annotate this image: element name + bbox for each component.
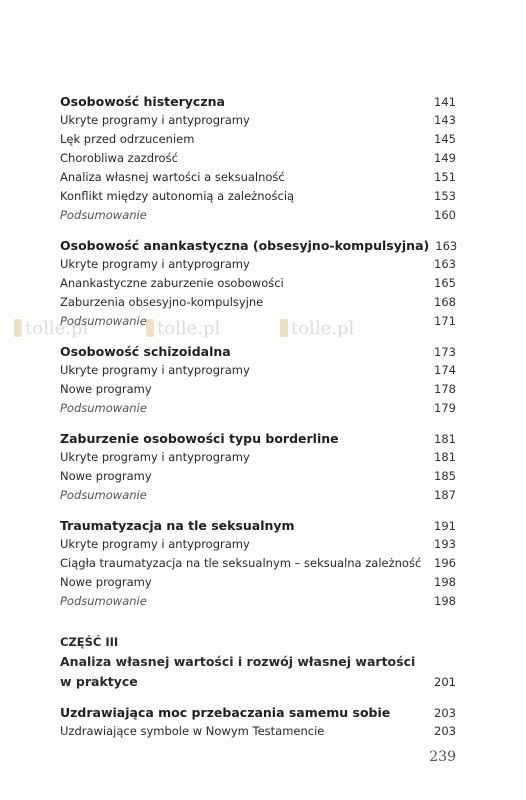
entry-title: Analiza własnej wartości a seksualność [60, 170, 285, 184]
entry-title: Podsumowanie [60, 314, 147, 328]
page-ref: 163 [435, 239, 458, 253]
section-title: Osobowość histeryczna [60, 94, 225, 109]
toc-entry[interactable] [60, 573, 456, 592]
page-ref: 174 [434, 363, 456, 377]
section-title: Osobowość anankastyczna (obsesyjno-kompulsyjna) [60, 238, 430, 253]
entry-title: Podsumowanie [60, 401, 147, 415]
page-ref: 173 [434, 345, 456, 359]
entry-title: Anankastyczne zaburzenie osobowości [60, 276, 284, 290]
toc-section-heading[interactable] [60, 342, 456, 361]
entry-title: Nowe programy [60, 575, 152, 589]
page-ref: 160 [434, 208, 456, 222]
entry-title: Nowe programy [60, 469, 152, 483]
toc-section-heading[interactable] [60, 703, 456, 722]
toc-entry-summary[interactable] [60, 486, 456, 505]
watermark-text: tolle.pl [146, 318, 220, 339]
page-ref: 145 [434, 132, 456, 146]
entry-title: Ukryte programy i antyprogramy [60, 450, 250, 464]
toc-section-heading[interactable] [60, 92, 456, 111]
page-ref: 163 [434, 257, 456, 271]
page-ref: 193 [434, 537, 456, 551]
section-title: Traumatyzacja na tle seksualnym [60, 518, 295, 533]
entry-title: Chorobliwa zazdrość [60, 151, 178, 165]
entry-title: Podsumowanie [60, 594, 147, 608]
page-number: 239 [429, 749, 456, 765]
entry-title: Ciągła traumatyzacja na tle seksualnym – seksualna zależność [60, 556, 422, 570]
page-ref: 171 [434, 314, 456, 328]
page-ref: 198 [434, 594, 456, 608]
toc-entry-summary[interactable] [60, 592, 456, 611]
entry-title: Konflikt między autonomią a zależnością [60, 189, 295, 203]
page-ref: 185 [434, 469, 456, 483]
page-ref: 149 [434, 151, 456, 165]
page-ref: 198 [434, 575, 456, 589]
toc-entry[interactable] [60, 448, 456, 467]
part-label: CZĘŚĆ III [60, 635, 119, 649]
spacer [60, 418, 456, 429]
entry-title: Uzdrawiające symbole w Nowym Testamencie [60, 724, 325, 738]
page-ref: 203 [434, 706, 456, 720]
page-ref: 141 [434, 95, 456, 109]
entry-title: Podsumowanie [60, 208, 147, 222]
page-ref: 181 [434, 450, 456, 464]
entry-title: Nowe programy [60, 382, 152, 396]
toc-entry[interactable] [60, 361, 456, 380]
toc-entry[interactable] [60, 111, 456, 130]
toc-entry[interactable] [60, 255, 456, 274]
entry-title: Ukryte programy i antyprogramy [60, 363, 250, 377]
toc-entry[interactable] [60, 380, 456, 399]
page-ref: 165 [434, 276, 456, 290]
entry-title: Zaburzenia obsesyjno-kompulsyjne [60, 295, 264, 309]
spacer [60, 505, 456, 516]
page-ref: 178 [434, 382, 456, 396]
lighthouse-icon [14, 319, 22, 337]
spacer [60, 225, 456, 236]
watermark-text: tolle.pl [14, 318, 88, 339]
page-ref: 201 [434, 675, 456, 689]
entry-title: Ukryte programy i antyprogramy [60, 257, 250, 271]
toc-entry[interactable] [60, 187, 456, 206]
toc-entry-summary[interactable] [60, 399, 456, 418]
toc-section-heading[interactable] [60, 516, 456, 535]
spacer [60, 692, 456, 703]
toc-section-heading[interactable] [60, 429, 456, 448]
toc-entry-summary[interactable] [60, 206, 456, 225]
watermark-text: tolle.pl [280, 318, 354, 339]
page-ref: 181 [434, 432, 456, 446]
part-title: Analiza własnej wartości i rozwój własnej wartości w praktyce [60, 654, 416, 689]
page-ref: 153 [434, 189, 456, 203]
page-ref: 179 [434, 401, 456, 415]
page-ref: 143 [434, 113, 456, 127]
page-ref: 191 [434, 519, 456, 533]
toc-entry[interactable] [60, 274, 456, 293]
toc-entry[interactable] [60, 722, 456, 741]
entry-title: Ukryte programy i antyprogramy [60, 537, 250, 551]
entry-title: Ukryte programy i antyprogramy [60, 113, 250, 127]
entry-title: Podsumowanie [60, 488, 147, 502]
toc-entry[interactable] [60, 467, 456, 486]
spacer [60, 331, 456, 342]
toc-section-heading[interactable] [60, 236, 456, 255]
section-title: Osobowość schizoidalna [60, 344, 231, 359]
spacer [60, 611, 456, 633]
page-ref: 168 [434, 295, 456, 309]
section-title: Uzdrawiająca moc przebaczania samemu sobie [60, 705, 391, 720]
toc-entry[interactable] [60, 130, 456, 149]
page-ref: 187 [434, 488, 456, 502]
section-title: Zaburzenie osobowości typu borderline [60, 431, 339, 446]
toc-entry[interactable] [60, 168, 456, 187]
page-ref: 151 [434, 170, 456, 184]
part-heading[interactable] [60, 652, 456, 692]
toc-entry[interactable] [60, 149, 456, 168]
entry-title: Lęk przed odrzuceniem [60, 132, 195, 146]
toc-entry[interactable] [60, 293, 456, 312]
toc-entry[interactable] [60, 535, 456, 554]
toc-entry[interactable] [60, 554, 456, 573]
page-ref: 196 [434, 556, 456, 570]
page-ref: 203 [434, 724, 456, 738]
table-of-contents [60, 92, 456, 741]
toc-entry-summary[interactable] [60, 312, 456, 331]
